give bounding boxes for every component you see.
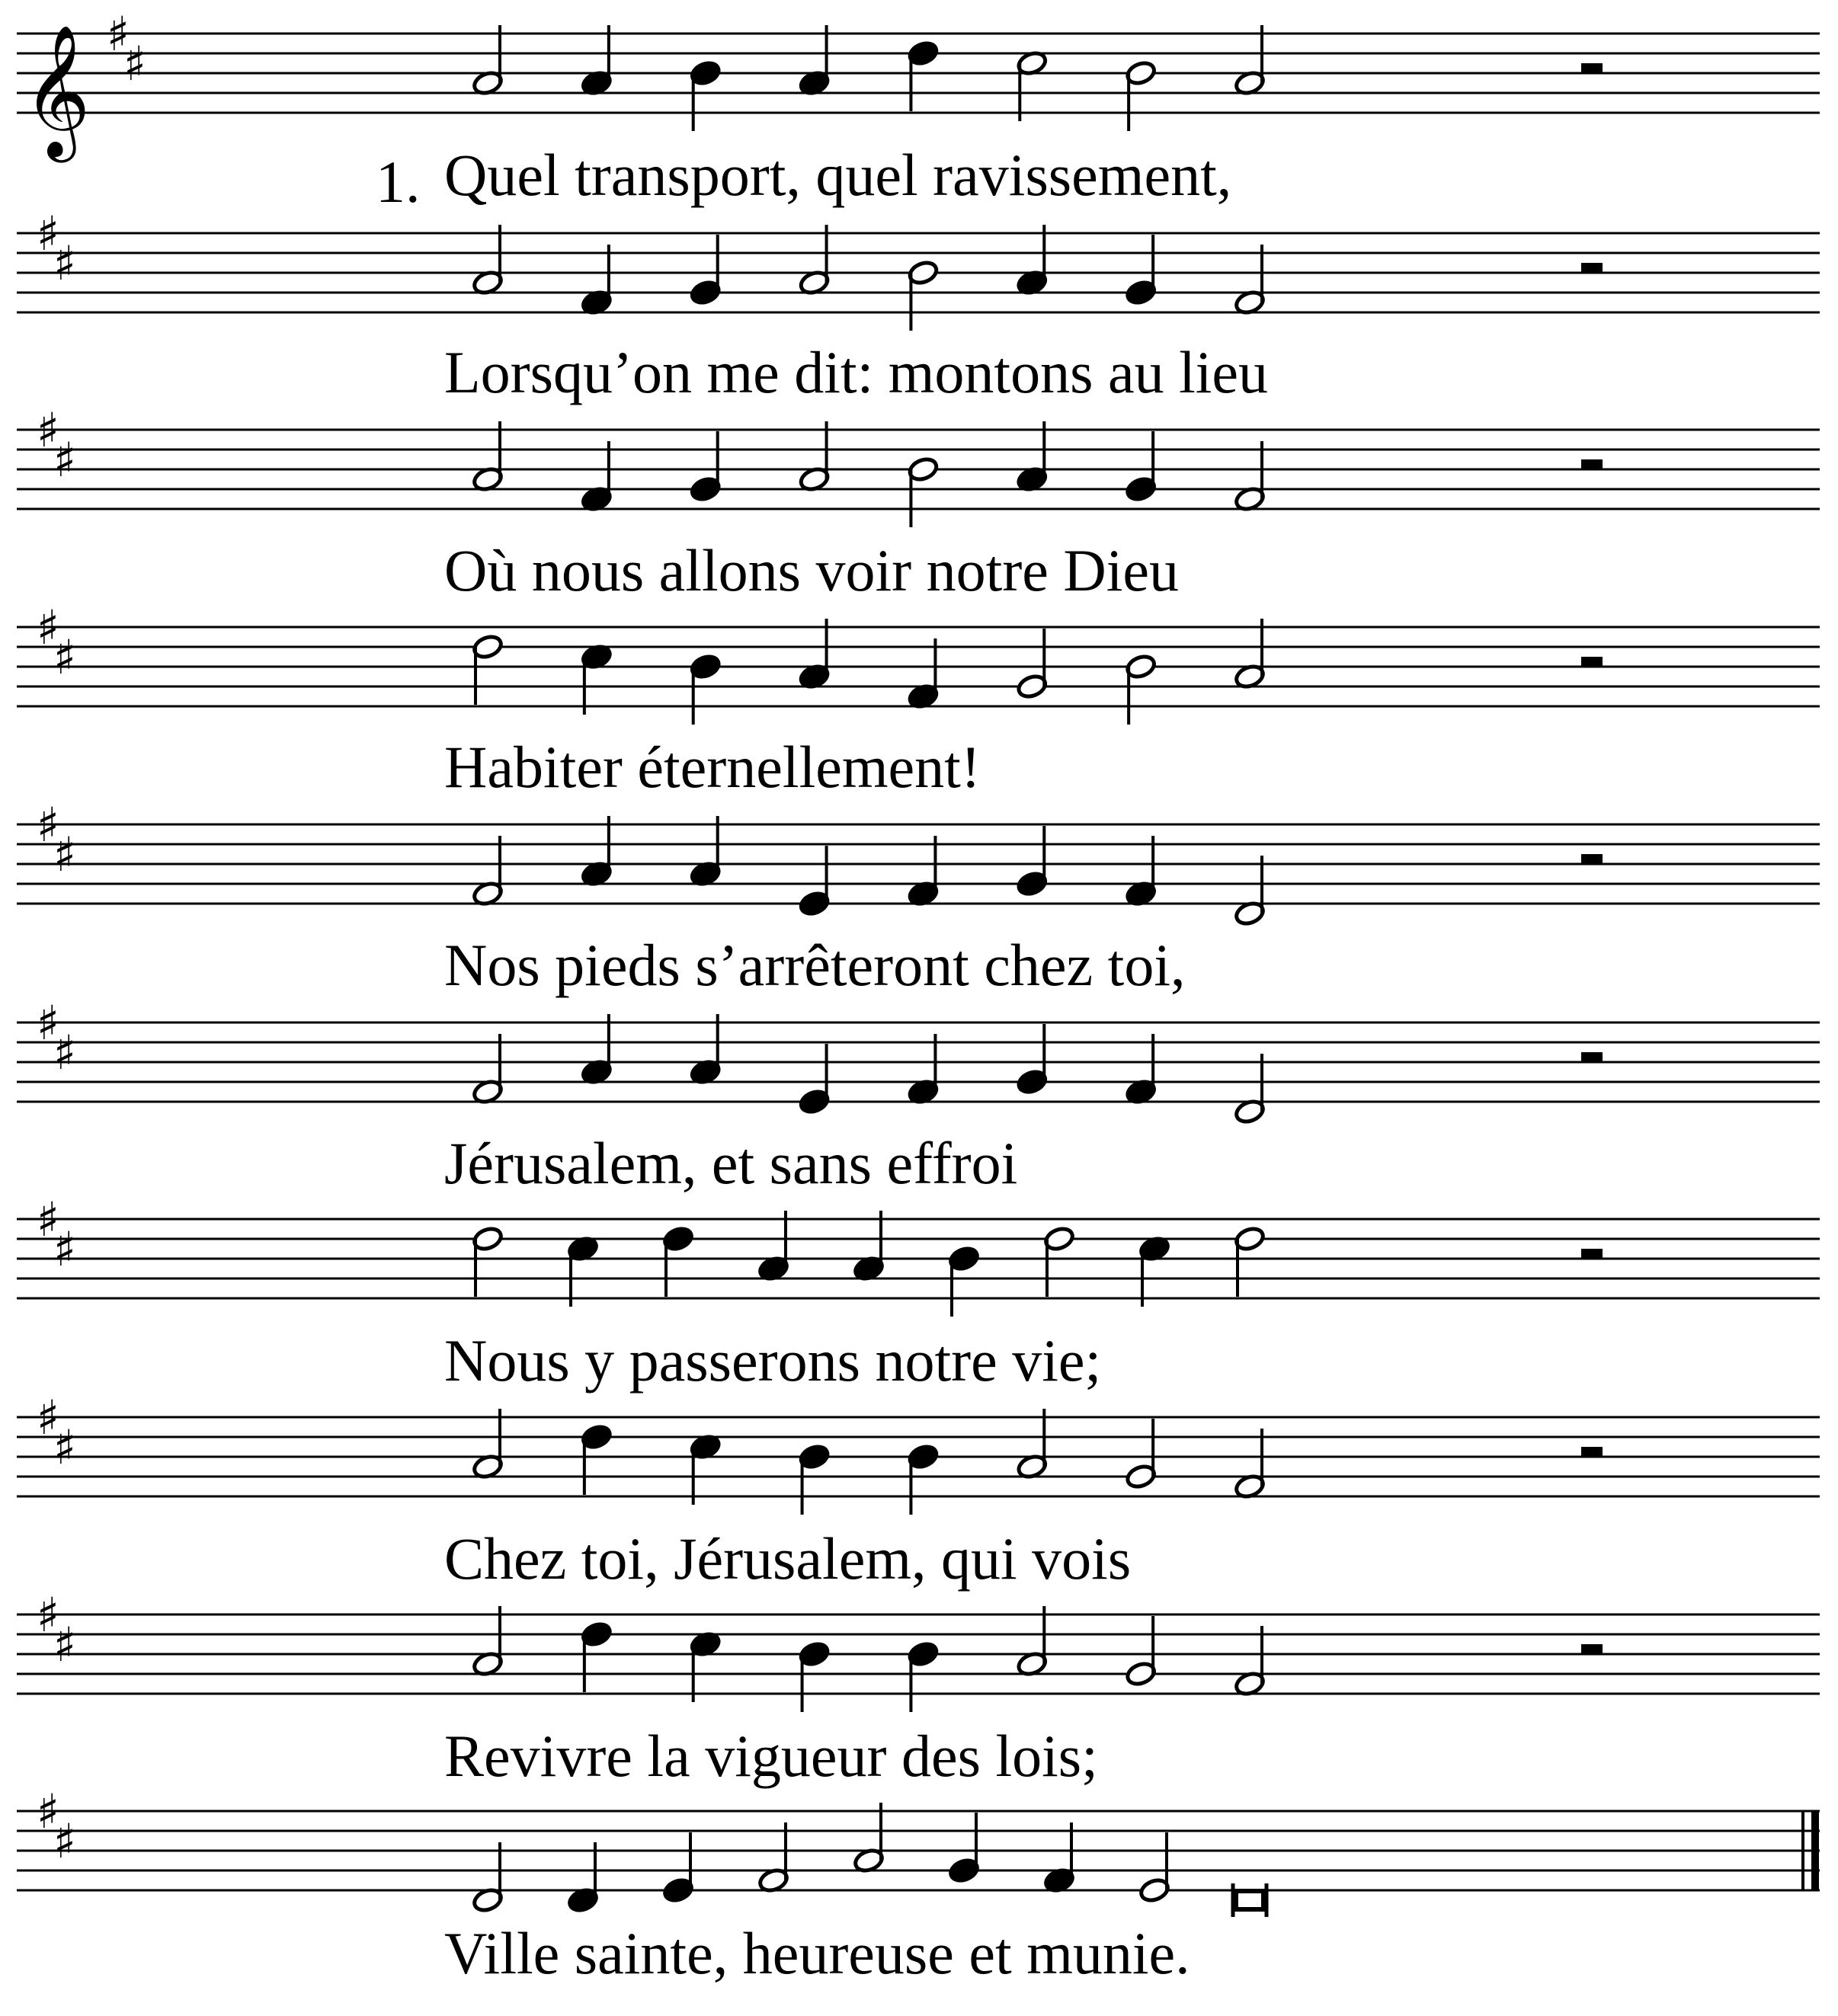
key-signature-c-sharp: ♯ [53,1419,77,1475]
key-signature-f-sharp: ♯ [37,1587,60,1643]
lyric-line: Nous y passerons notre vie; [444,1327,1102,1394]
key-signature-f-sharp: ♯ [37,402,60,458]
key-signature-c-sharp: ♯ [53,1025,77,1080]
half-rest [1581,459,1603,469]
key-signature-f-sharp: ♯ [37,1390,60,1445]
verse-number: 1. [376,149,421,215]
treble-clef: 𝄞 [23,24,91,157]
half-rest [1581,63,1603,73]
key-signature-c-sharp: ♯ [53,1221,77,1277]
key-signature-f-sharp: ♯ [37,206,60,261]
key-signature-c-sharp: ♯ [53,235,77,291]
lyric-line: Chez toi, Jérusalem, qui vois [444,1525,1132,1592]
lyric-line: Revivre la vigueur des lois; [444,1723,1098,1789]
key-signature-c-sharp: ♯ [53,1813,77,1869]
half-rest [1581,1644,1603,1654]
key-signature-c-sharp: ♯ [123,36,147,91]
key-signature-f-sharp: ♯ [37,600,60,655]
key-signature-c-sharp: ♯ [53,827,77,882]
lyric-line: Jérusalem, et sans effroi [444,1130,1018,1196]
key-signature-f-sharp: ♯ [107,6,130,62]
key-signature-c-sharp: ♯ [53,1617,77,1672]
half-rest [1581,854,1603,864]
key-signature-f-sharp: ♯ [37,995,60,1051]
key-signature-f-sharp: ♯ [37,797,60,853]
half-rest [1581,1447,1603,1457]
lyric-line: Où nous allons voir notre Dieu [444,537,1180,603]
key-signature-f-sharp: ♯ [37,1192,60,1247]
half-rest [1581,1249,1603,1259]
lyric-line: Habiter éternellement! [444,734,981,800]
half-rest [1581,263,1603,273]
lyric-line: Lorsqu’on me dit: montons au lieu [444,339,1269,405]
key-signature-c-sharp: ♯ [53,432,77,488]
lyric-line: Quel transport, quel ravissement, [444,142,1232,208]
half-rest [1581,657,1603,667]
key-signature-f-sharp: ♯ [37,1784,60,1839]
breve-note [1236,1891,1263,1909]
lyric-line: Ville sainte, heureuse et munie. [444,1920,1190,1986]
lyric-line: Nos pieds s’arrêteront chez toi, [444,932,1186,998]
half-rest [1581,1052,1603,1062]
key-signature-c-sharp: ♯ [53,629,77,685]
